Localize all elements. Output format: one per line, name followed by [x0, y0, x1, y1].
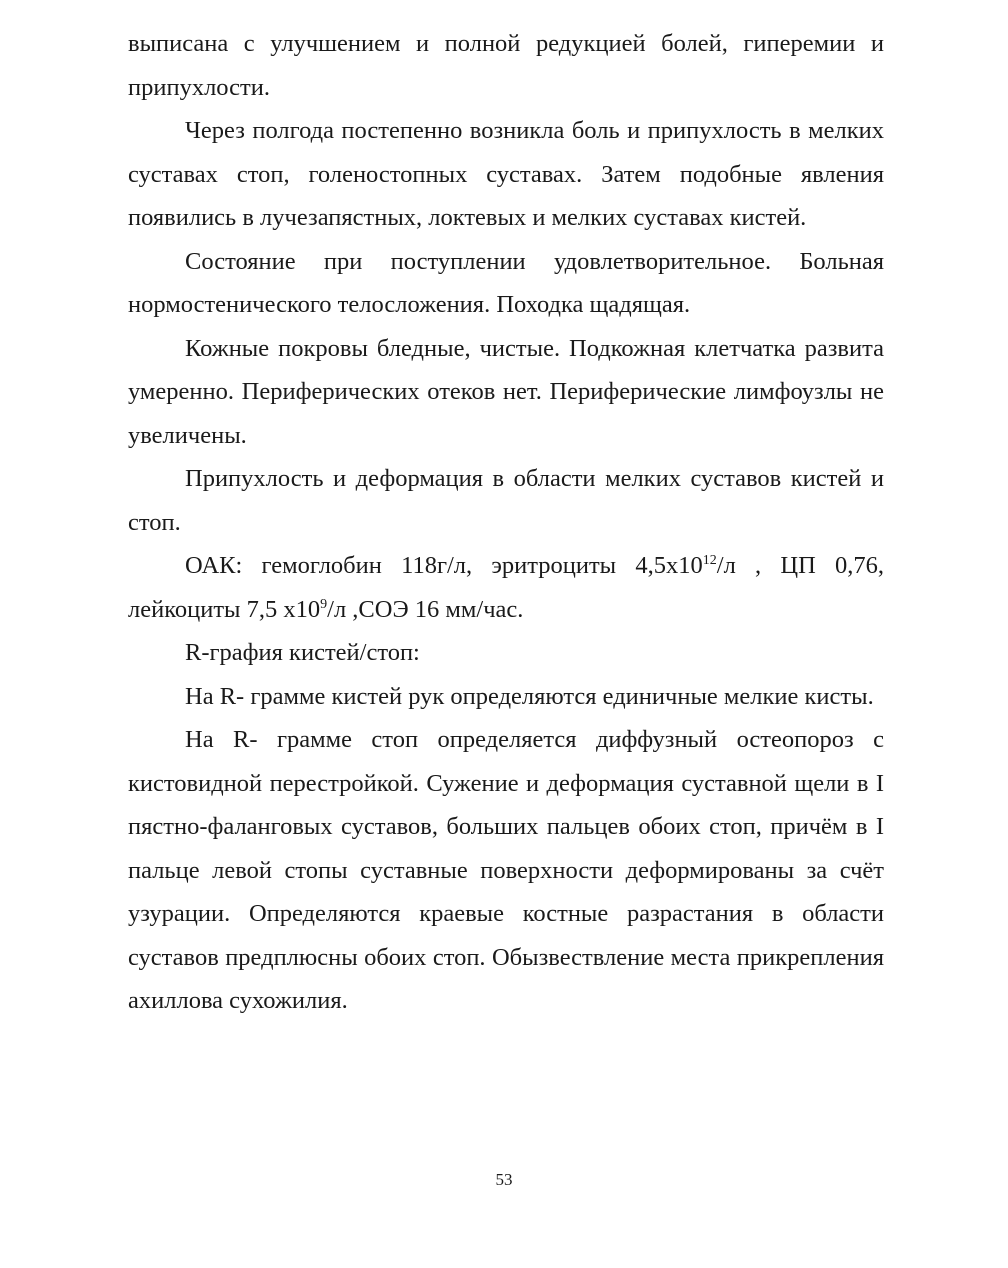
paragraph-xray-heading: R-графия кистей/стоп:: [185, 639, 420, 666]
paragraph-xray-hands: На R- грамме кистей рук определяются единичные мелкие кисты.: [185, 682, 874, 710]
leukocyte-exponent: 9: [320, 596, 328, 612]
paragraph-condition: Состояние при поступлении удовлетворительное. Больная нормостенического телосложения. Походка щадящая.: [128, 247, 884, 318]
page-number: 53: [495, 1170, 513, 1189]
paragraph-skin: Кожные покровы бледные, чистые. Подкожная клетчатка развита умеренно. Периферических отеков нет. Периферические лимфоузлы не увеличены.: [128, 334, 884, 449]
paragraph-joints: Припухлость и деформация в области мелких суставов кистей и стоп.: [128, 465, 884, 536]
blood-test-middle: /л , ЦП 0,76, лейкоциты 7,5 х10: [128, 552, 884, 623]
erythrocyte-exponent: 12: [702, 553, 717, 568]
document-body: [128, 22, 884, 1023]
blood-test-prefix: ОАК: гемоглобин 118г/л, эритроциты 4,5х10: [185, 552, 703, 579]
paragraph-xray-feet: На R- грамме стоп определяется диффузный остеопороз с кистовидной перестройкой. Сужение и деформация суставной щели в I пястно-фаланговых суставов, больших пальцев обоих стоп, причём в I пальце левой стопы суставные поверхности деформированы за счёт узурации. Определяются краевые костные разрастания в области суставов предплюсны обоих стоп. Обызвествление места прикрепления ахиллова сухожилия.: [128, 726, 884, 1014]
blood-test-suffix: /л ,СОЭ 16 мм/час.: [327, 595, 524, 623]
paragraph-history: Через полгода постепенно возникла боль и припухлость в мелких суставах стоп, голеностопных суставах. Затем подобные явления появились в лучезапястных, локтевых и мелких суставах кистей.: [128, 117, 884, 231]
paragraph-blood-test: [128, 544, 884, 631]
paragraph-discharge: выписана с улучшением и полной редукцией болей, гиперемии и припухлости.: [128, 30, 884, 101]
